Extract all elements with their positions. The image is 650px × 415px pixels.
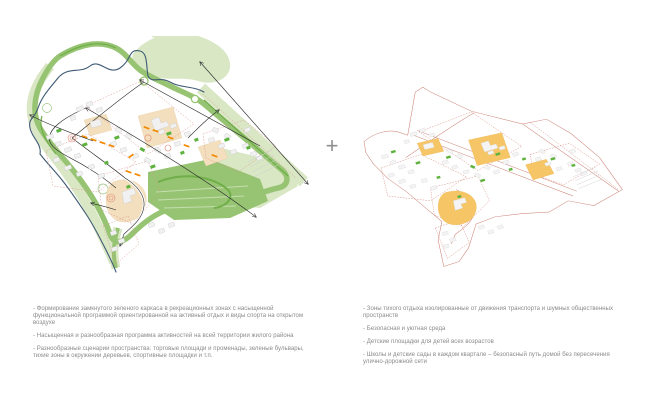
note-item: - Зоны тихого отдыха изолированные от движения транспорта и шумных общественных пространств: [363, 306, 614, 320]
plus-icon: +: [325, 133, 339, 158]
left-diagram-notes: [33, 306, 313, 366]
note-item: - Насыщенная и разнообразная программа активностей на всей территории жилого района: [33, 333, 294, 340]
quiet-courtyards-svg: [336, 56, 632, 292]
green-framework-svg: [8, 36, 320, 296]
note-item: - Формирование замкнутого зеленого каркаса в рекреационных зонах с насыщенной функциональной программой ориентированной на активный отдых и виды спорта на открытом воздухе: [33, 306, 304, 327]
note-item: - Разнообразные сценарии пространства: торговые площади и променады, зеленые бульвары, тихие зоны в окружении деревьев, спортивные площадки и т.п.: [33, 346, 304, 360]
green-framework-diagram: [8, 36, 320, 296]
note-item: - Школы и детские сады в каждом квартале – безопасный путь домой без пересечения улично-дорожной сети: [363, 352, 610, 366]
note-item: - Детские площадки для детей всех возрастов: [363, 339, 494, 346]
site-boundary: [364, 87, 622, 266]
quiet-courtyards-diagram: [336, 56, 632, 292]
buildings-layer: [381, 128, 587, 249]
plan-group: [364, 87, 622, 266]
note-item: - Безопасная и уютная среда: [363, 326, 446, 333]
right-diagram-notes: [363, 306, 623, 372]
